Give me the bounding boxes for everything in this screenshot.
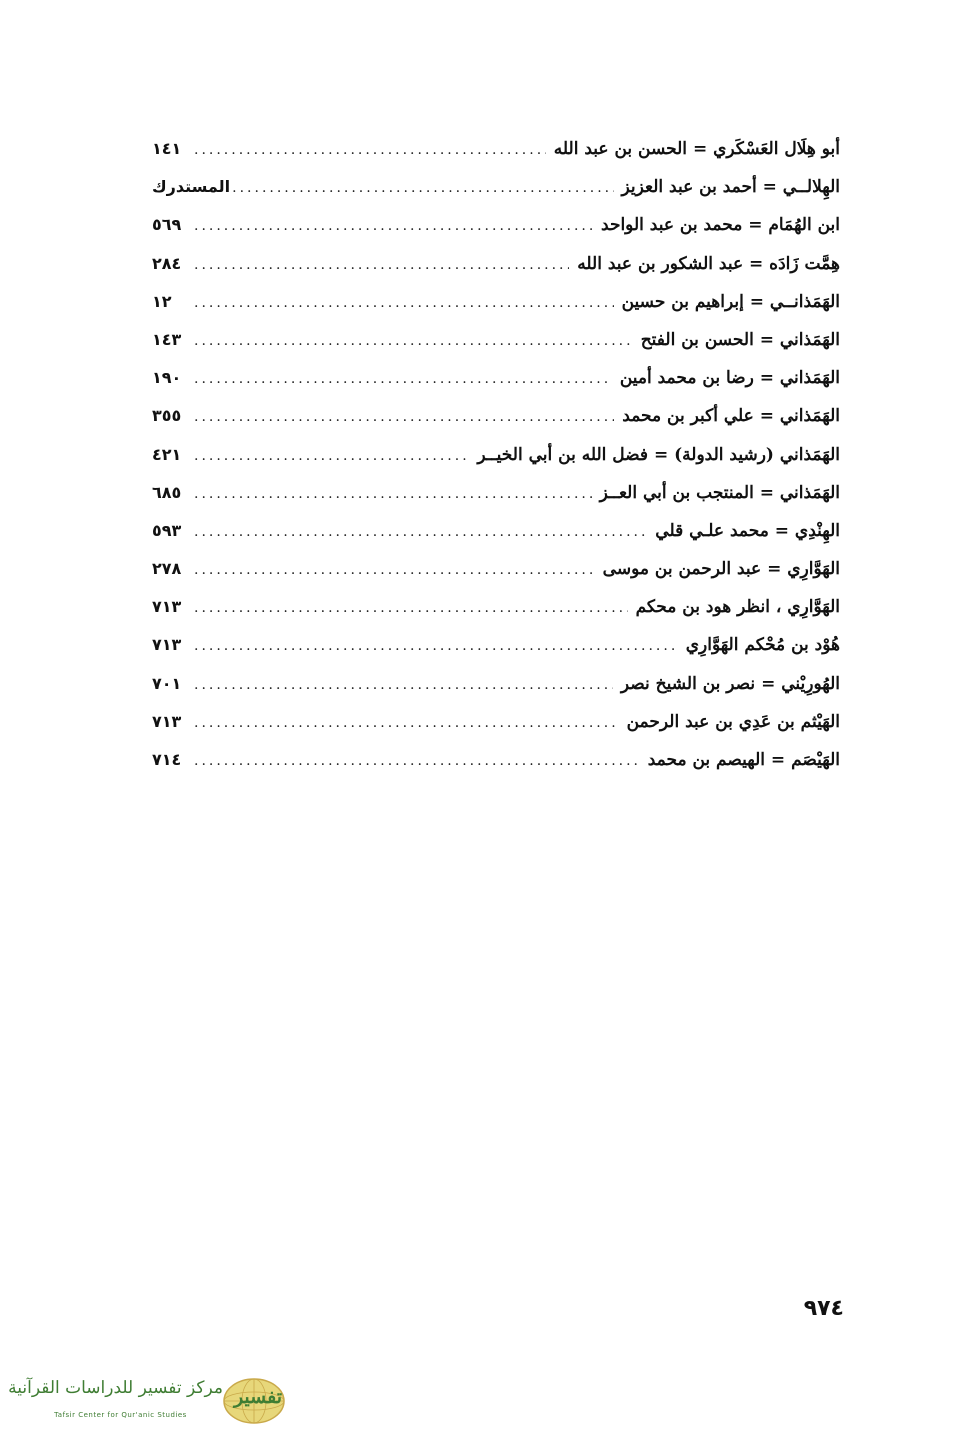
dot-leader [194,295,614,311]
logo-arabic-name: مركز تفسير للدراسات القرآنية [8,1378,223,1398]
entry-name: الهُورِيْني = نصر بن الشيخ نصر [620,673,840,694]
entry-name: الهَيْصَم = الهيصم بن محمد [647,750,840,770]
index-entry [152,254,840,292]
dot-leader [194,371,612,387]
entry-page: ٧١٣ [152,711,182,731]
entry-name: الهَمَذاني = رضا بن محمد أمين [619,368,840,389]
entry-page: ١٤١ [152,139,182,158]
entry-page: المستدرك [152,177,231,197]
index-entry [152,330,840,368]
dot-leader [194,142,546,158]
index-entry [152,750,840,788]
entry-page: ٢٨٤ [152,253,182,273]
entry-name: الهِلالــي = أحمد بن عبد العزيز [621,177,840,198]
dot-leader [194,448,469,464]
index-entry [152,597,840,635]
dot-leader [194,638,678,654]
entry-page: ٧٠١ [152,673,182,693]
dot-leader [194,524,647,540]
entry-page: ٤٢١ [152,444,182,464]
entry-name: الهَوَّارِي ، انظر هود بن محكم [635,597,840,618]
entry-page: ٢٧٨ [152,559,182,579]
index-entry [152,483,840,521]
index-entry [152,712,840,750]
entry-name: الهَمَذاني (رشيد الدولة) = فضل الله بن أبي الخيــر [477,444,840,465]
index-entries [152,139,840,788]
logo-emblem-word: تفسير [233,1386,283,1408]
entry-name: الهَمَذانــي = إبراهيم بن حسين [621,291,840,312]
index-entry [152,674,840,712]
entry-name: هُوْد بن مُحْكم الهَوَّارِي [685,635,840,656]
entry-page: ١٤٣ [152,329,182,349]
dot-leader [194,562,595,578]
entry-name: الهَمَذاني = علي أكبر بن محمد [622,406,840,427]
entry-name: ابن الهُمَام = محمد بن عبد الواحد [601,215,840,236]
page-number: ٩٧٤ [803,1296,844,1321]
dot-leader [232,180,613,196]
dot-leader [194,409,614,425]
entry-page: ٧١٤ [152,750,182,769]
entry-name: الهَيْثم بن عَدِي بن عبد الرحمن [626,711,840,732]
entry-page: ٥٦٩ [152,215,182,235]
entry-page: ٧١٣ [152,597,182,617]
index-entry [152,139,840,177]
entry-page: ٥٩٣ [152,520,182,540]
entry-page: ١٢ [152,291,172,311]
index-entry [152,292,840,330]
publisher-logo [8,1376,288,1426]
index-entry [152,177,840,215]
dot-leader [194,600,628,616]
entry-page: ٧١٣ [152,635,182,655]
logo-english-name: Tafsir Center for Qur'anic Studies [54,1411,187,1419]
dot-leader [194,218,593,234]
entry-name: الهَوَّارِي = عبد الرحمن بن موسى [602,559,840,580]
index-entry [152,445,840,483]
entry-name: هِمَّت زَادَه = عبد الشكور بن عبد الله [577,253,840,274]
index-entry [152,559,840,597]
entry-name: أبو هِلَال العَسْكَري = الحسن بن عبد الله [553,139,840,159]
entry-page: ١٩٠ [152,368,182,388]
entry-name: الهِنْدِي = محمد علـي قلي [655,520,840,541]
entry-page: ٣٥٥ [152,406,182,426]
dot-leader [194,677,613,693]
dot-leader [194,333,633,349]
index-entry [152,635,840,673]
index-entry [152,521,840,559]
index-entry [152,215,840,253]
dot-leader [194,715,619,731]
entry-name: الهَمَذاني = المنتجب بن أبي العــز [599,482,840,503]
index-entry [152,368,840,406]
dot-leader [194,257,569,273]
dot-leader [194,753,640,769]
entry-page: ٦٨٥ [152,482,182,502]
entry-name: الهَمَذاني = الحسن بن الفتح [640,329,840,350]
dot-leader [194,486,592,502]
index-entry [152,406,840,444]
